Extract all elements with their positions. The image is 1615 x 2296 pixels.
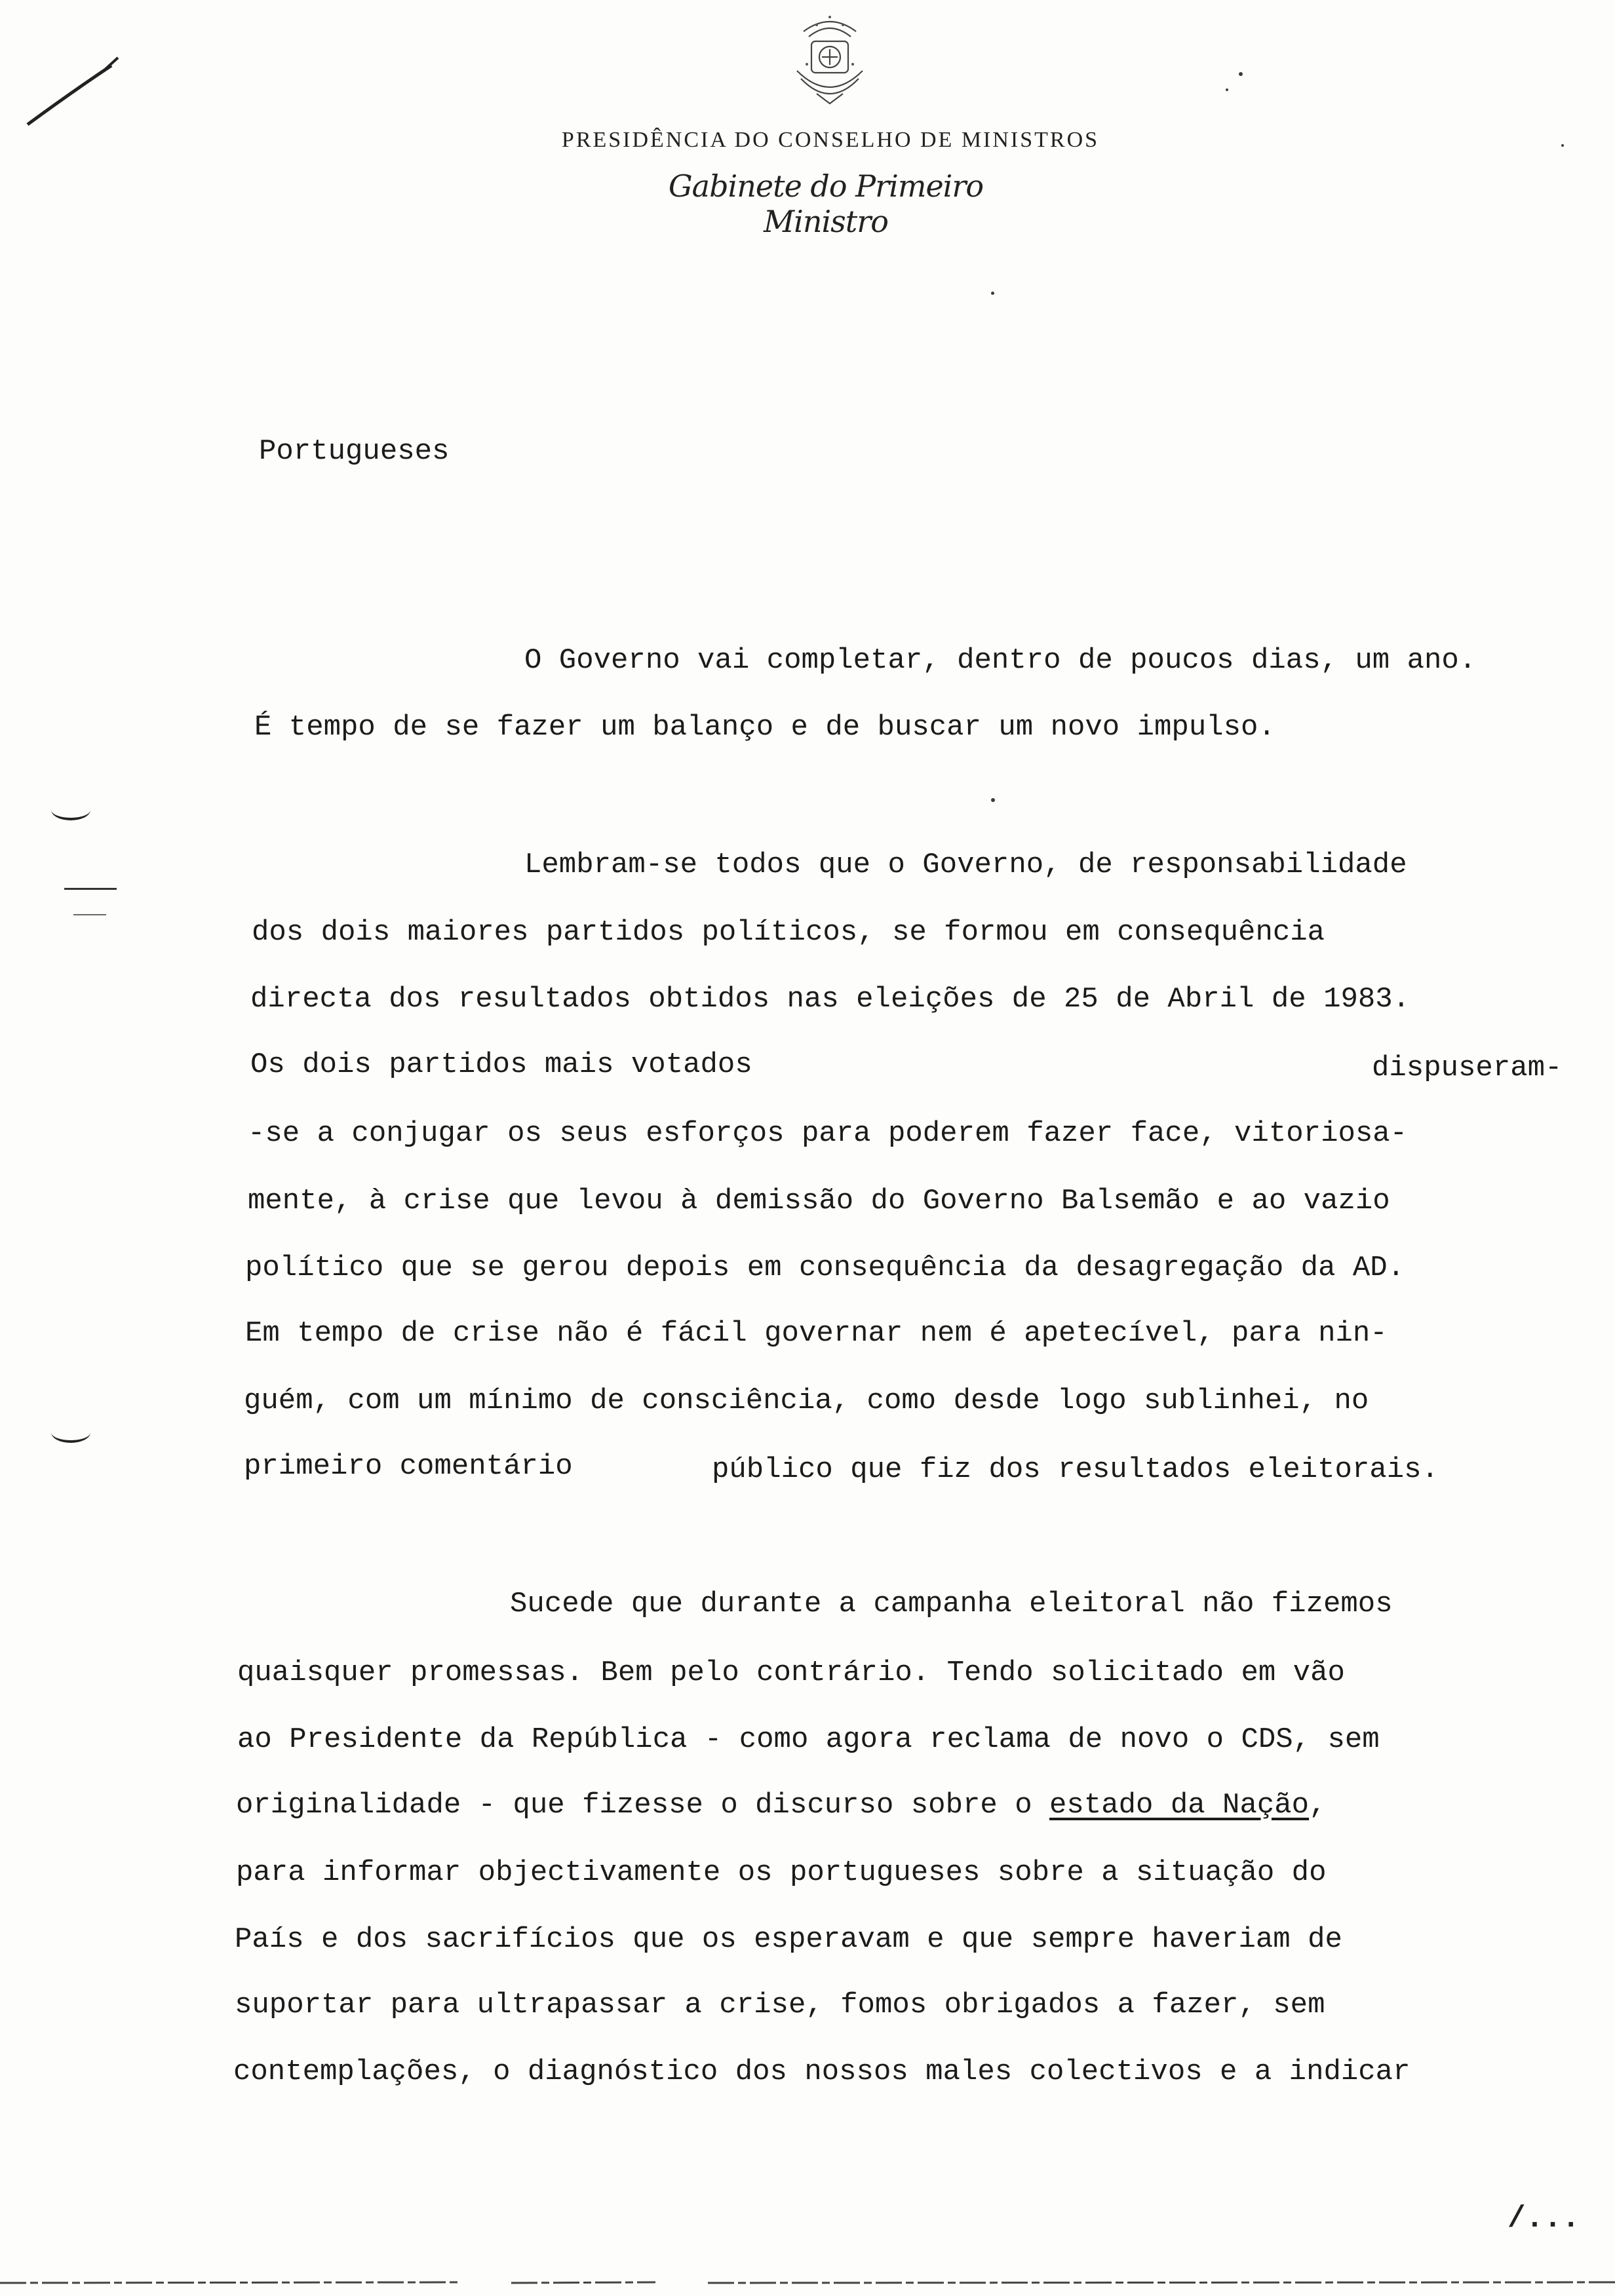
margin-mark bbox=[51, 799, 90, 820]
paragraph-2-line-9: guém, com um mínimo de consciência, como desde logo sublinhei, no bbox=[244, 1385, 1369, 1417]
paragraph-2-line-2: dos dois maiores partidos políticos, se formou em consequência bbox=[252, 916, 1325, 949]
office-name: Gabinete do Primeiro Ministro bbox=[668, 168, 984, 239]
underlined-phrase: estado da Nação bbox=[1049, 1789, 1310, 1822]
organization-name: PRESIDÊNCIA DO CONSELHO DE MINISTROS bbox=[561, 128, 1100, 152]
paragraph-2-line-8: Em tempo de crise não é fácil governar nem é apetecível, para nin- bbox=[245, 1317, 1388, 1350]
scan-speck bbox=[991, 292, 994, 295]
paragraph-2-line-4a: Os dois partidos mais votados bbox=[250, 1048, 752, 1081]
paragraph-3-line-4 bbox=[236, 1789, 1327, 1822]
pen-stroke-mark bbox=[20, 46, 125, 131]
scan-speck bbox=[1561, 144, 1564, 147]
margin-dash bbox=[73, 914, 106, 915]
paragraph-3-line-3: ao Presidente da República - como agora reclama de novo o CDS, sem bbox=[237, 1723, 1380, 1756]
paragraph-1-line-1: O Governo vai completar, dentro de poucos dias, um ano. bbox=[524, 644, 1477, 677]
paragraph-2-line-6: mente, à crise que levou à demissão do Governo Balsemão e ao vazio bbox=[248, 1185, 1390, 1217]
paragraph-2-line-5: -se a conjugar os seus esforços para poderem fazer face, vitoriosa- bbox=[248, 1117, 1408, 1150]
paragraph-2-line-10a: primeiro comentário bbox=[244, 1450, 573, 1483]
paragraph-2-line-3: directa dos resultados obtidos nas eleições de 25 de Abril de 1983. bbox=[250, 983, 1411, 1016]
continuation-mark: /... bbox=[1508, 2202, 1580, 2236]
paragraph-3-line-6: País e dos sacrifícios que os esperavam e que sempre haveriam de bbox=[235, 1923, 1342, 1956]
paragraph-2-line-4b: dispuseram- bbox=[1372, 1052, 1563, 1084]
paragraph-3-line-2: quaisquer promessas. Bem pelo contrário. Tendo solicitado em vão bbox=[237, 1656, 1345, 1689]
paragraph-3-line-4-text: originalidade - que fizesse o discurso sobre o bbox=[236, 1789, 1050, 1822]
coat-of-arms-icon bbox=[771, 5, 889, 117]
scan-speck bbox=[1226, 88, 1228, 91]
scan-bottom-edge bbox=[0, 2279, 1615, 2286]
paragraph-3-line-5: para informar objectivamente os portugueses sobre a situação do bbox=[236, 1856, 1327, 1889]
paragraph-2-line-1: Lembram-se todos que o Governo, de responsabilidade bbox=[524, 849, 1407, 881]
paragraph-1-line-2: É tempo de se fazer um balanço e de buscar um novo impulso. bbox=[254, 711, 1275, 744]
paragraph-3-line-4-comma: , bbox=[1309, 1789, 1327, 1822]
margin-dash bbox=[64, 888, 117, 890]
margin-mark bbox=[51, 1422, 90, 1443]
salutation: Portugueses bbox=[259, 435, 450, 468]
paragraph-3-line-8: contemplações, o diagnóstico dos nossos males colectivos e a indicar bbox=[233, 2056, 1411, 2088]
scan-speck bbox=[991, 798, 995, 802]
paragraph-2-line-7: político que se gerou depois em consequência da desagregação da AD. bbox=[245, 1252, 1405, 1284]
paragraph-2-line-10b: público que fiz dos resultados eleitorais. bbox=[712, 1453, 1439, 1486]
scan-speck bbox=[1239, 72, 1243, 76]
paragraph-3-line-7: suportar para ultrapassar a crise, fomos obrigados a fazer, sem bbox=[235, 1989, 1325, 2021]
paragraph-3-line-1: Sucede que durante a campanha eleitoral não fizemos bbox=[510, 1588, 1393, 1620]
